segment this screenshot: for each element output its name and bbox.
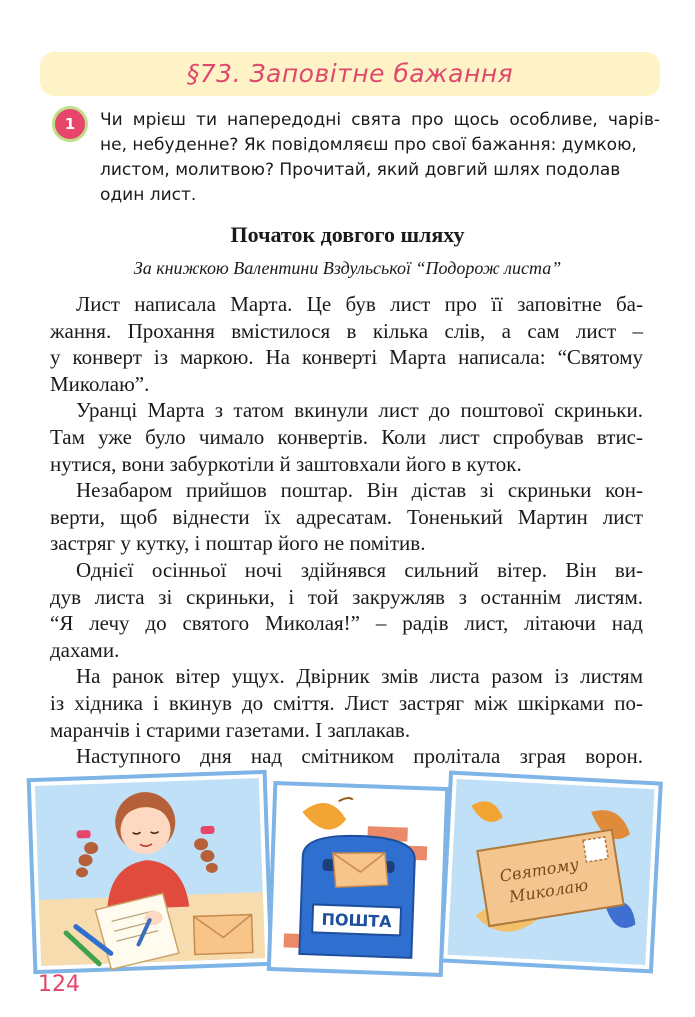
story-line: Там уже було чимало конвертів. Коли лист спробував втис- [50,424,643,449]
story-line: маранчів і старими газетами. І заплакав. [50,717,411,742]
illustration-envelope-nicholas [438,770,664,974]
story-line: Миколаю”. [50,371,150,396]
illustration-girl-writing [24,768,276,976]
story-line: із хідника і вкинув до сміття. Лист застряг між шкірками по- [50,690,643,715]
story-line: застряг у кутку, і поштар його не помітив. [50,531,426,556]
story-line: “Я лечу до святого Миколая!” – радів лист, літаючи над [50,611,643,636]
story-line: у конверт із маркою. На конверті Марта написала: “Святому [50,345,643,370]
story-line: Однієї осінньої ночі здійнявся сильний вітер. Він ви- [76,557,643,582]
task-number-badge: 1 [52,106,88,142]
story-line: дахами. [50,637,120,662]
task-question [100,108,660,208]
mailbox-label: ПОШТА [321,909,392,932]
story-line: верти, щоб віднести їх адресатам. Тоненький Мартин лист [50,504,643,529]
page-number: 124 [38,972,80,997]
title-banner [40,52,660,96]
story-author: За книжкою Валентини Вздульської “Подорож листа” [133,258,562,278]
story-line: дув листа зі скриньки, і той закружляв з останнім листям. [50,584,643,609]
story-line: На ранок вітер ущух. Двірник змів листа разом із листям [76,664,643,689]
task-line: листом, молитвою? Прочитай, який довгий шлях подолав [100,160,621,180]
story-line: жання. Прохання вмістилося в кілька слів, а сам лист – [50,318,643,343]
story-text [50,291,643,770]
task-line: не, небуденне? Як повідомляєш про свої бажання: думкою, [100,135,637,155]
task-line: один лист. [100,185,197,205]
story-line: Уранці Марта з татом вкинули лист до поштової скриньки. [76,398,643,423]
story-line: Незабаром прийшов поштар. Він дістав зі скриньки кон- [76,478,643,503]
envelope-text-line-2: Миколаю [507,875,590,907]
section-title: §73. Заповітне бажання [186,59,514,88]
story-line: Наступного дня над смітником пролітала зграя ворон. [76,744,643,769]
story-line: нутися, вони забуркотіли й заштовхали його в куток. [50,451,522,476]
task-line: Чи мрієш ти напередодні свята про щось особливе, чарів- [100,110,660,130]
story-line: Лист написала Марта. Це був лист про її заповітне ба- [76,292,643,316]
envelope-text-line-1: Святому [498,854,580,886]
story-title: Початок довгого шляху [230,222,465,247]
illustration-mailbox [266,780,452,980]
stamp [583,837,608,862]
